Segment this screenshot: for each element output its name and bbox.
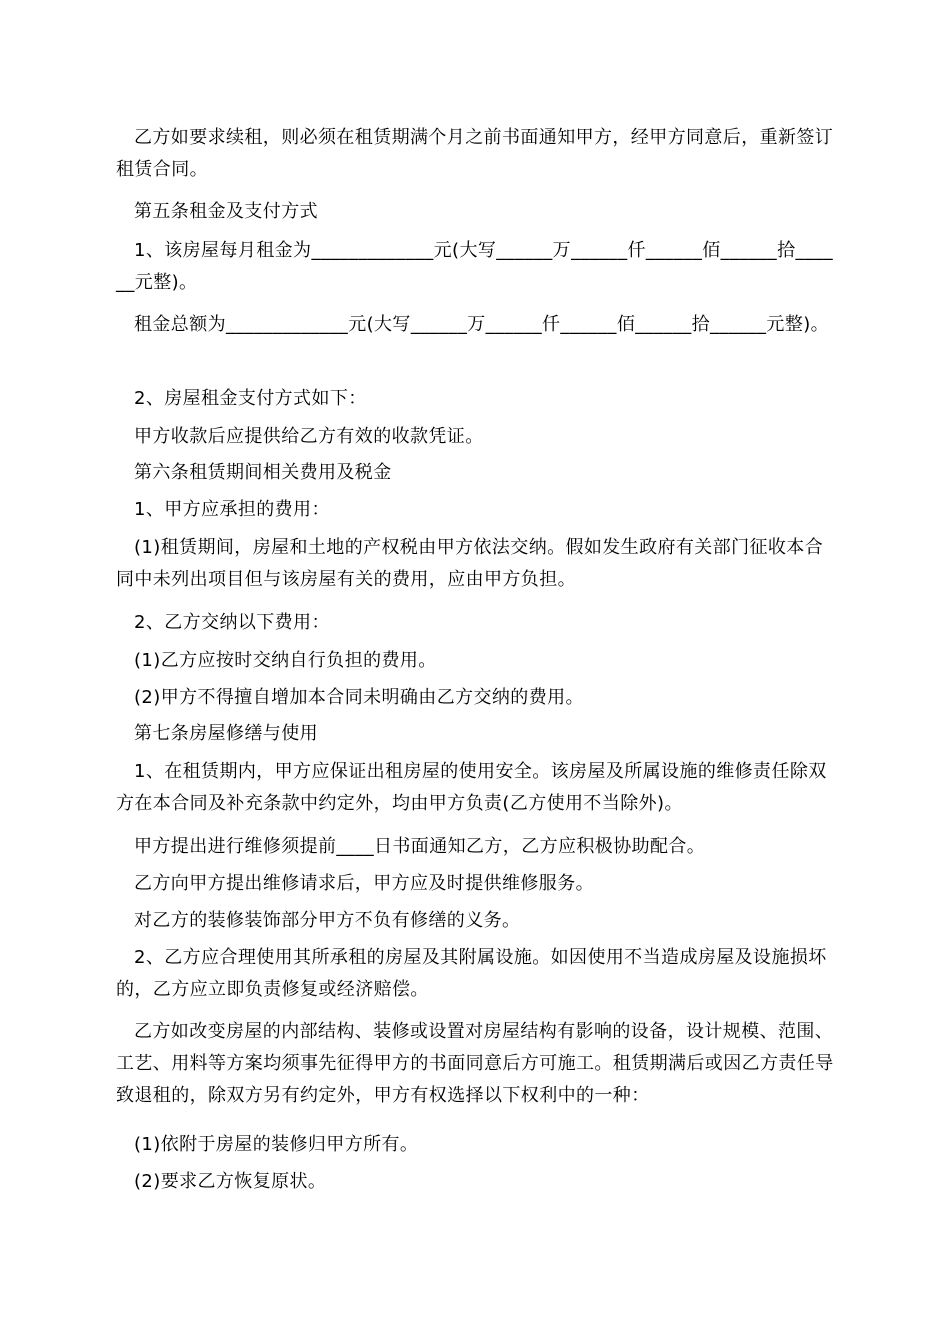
heading-article-6: 第六条租赁期间相关费用及税金 [134, 462, 392, 483]
paragraph-no-extra-fees: (2)甲方不得擅自增加本合同未明确由乙方交纳的费用。 [134, 687, 584, 708]
paragraph-repair-notice: 甲方提出进行维修须提前____日书面通知乙方，乙方应积极协助配合。 [134, 836, 706, 857]
paragraph-total-rent: 租金总额为_____________元(大写______万______仟______佰______拾______元整)。 [134, 314, 830, 335]
paragraph-renewal: 乙方如要求续租，则必须在租赁期满个月之前书面通知甲方，经甲方同意后，重新签订租赁合同。 [116, 127, 834, 180]
paragraph-party-b-fees: 2、乙方交纳以下费用： [134, 612, 330, 633]
paragraph-structure-change: 乙方如改变房屋的内部结构、装修或设置对房屋结构有影响的设备，设计规模、范围、工艺、用料等方案均须事先征得甲方的书面同意后方可施工。租赁期满后或因乙方责任导致退租的，除双方另有约定外，甲方有权选择以下权利中的一种： [116, 1021, 834, 1106]
paragraph-b-pay-own: (1)乙方应按时交纳自行负担的费用。 [134, 650, 437, 671]
paragraph-receipt: 甲方收款后应提供给乙方有效的收款凭证。 [134, 426, 484, 447]
paragraph-payment-method: 2、房屋租金支付方式如下： [134, 388, 367, 409]
paragraph-option-1: (1)依附于房屋的装修归甲方所有。 [134, 1134, 419, 1155]
paragraph-proper-use: 2、乙方应合理使用其所承租的房屋及其附属设施。如因使用不当造成房屋及设施损坏的，乙方应立即负责修复或经济赔偿。 [116, 947, 827, 1000]
paragraph-party-a-fees: 1、甲方应承担的费用： [134, 499, 330, 520]
heading-article-7: 第七条房屋修缮与使用 [134, 723, 318, 744]
paragraph-decoration: 对乙方的装修装饰部分甲方不负有修缮的义务。 [134, 910, 521, 931]
paragraph-safety: 1、在租赁期内，甲方应保证出租房屋的使用安全。该房屋及所属设施的维修责任除双方在本合同及补充条款中约定外，均由甲方负责(乙方使用不当除外)。 [116, 761, 827, 814]
paragraph-monthly-rent: 1、该房屋每月租金为_____________元(大写______万______仟______佰______拾______元整)。 [116, 240, 834, 293]
heading-article-5: 第五条租金及支付方式 [134, 201, 318, 222]
paragraph-property-tax: (1)租赁期间，房屋和土地的产权税由甲方依法交纳。假如发生政府有关部门征收本合同中未列出项目但与该房屋有关的费用，应由甲方负担。 [116, 537, 824, 590]
paragraph-option-2: (2)要求乙方恢复原状。 [134, 1171, 327, 1192]
paragraph-repair-request: 乙方向甲方提出维修请求后，甲方应及时提供维修服务。 [134, 873, 594, 894]
